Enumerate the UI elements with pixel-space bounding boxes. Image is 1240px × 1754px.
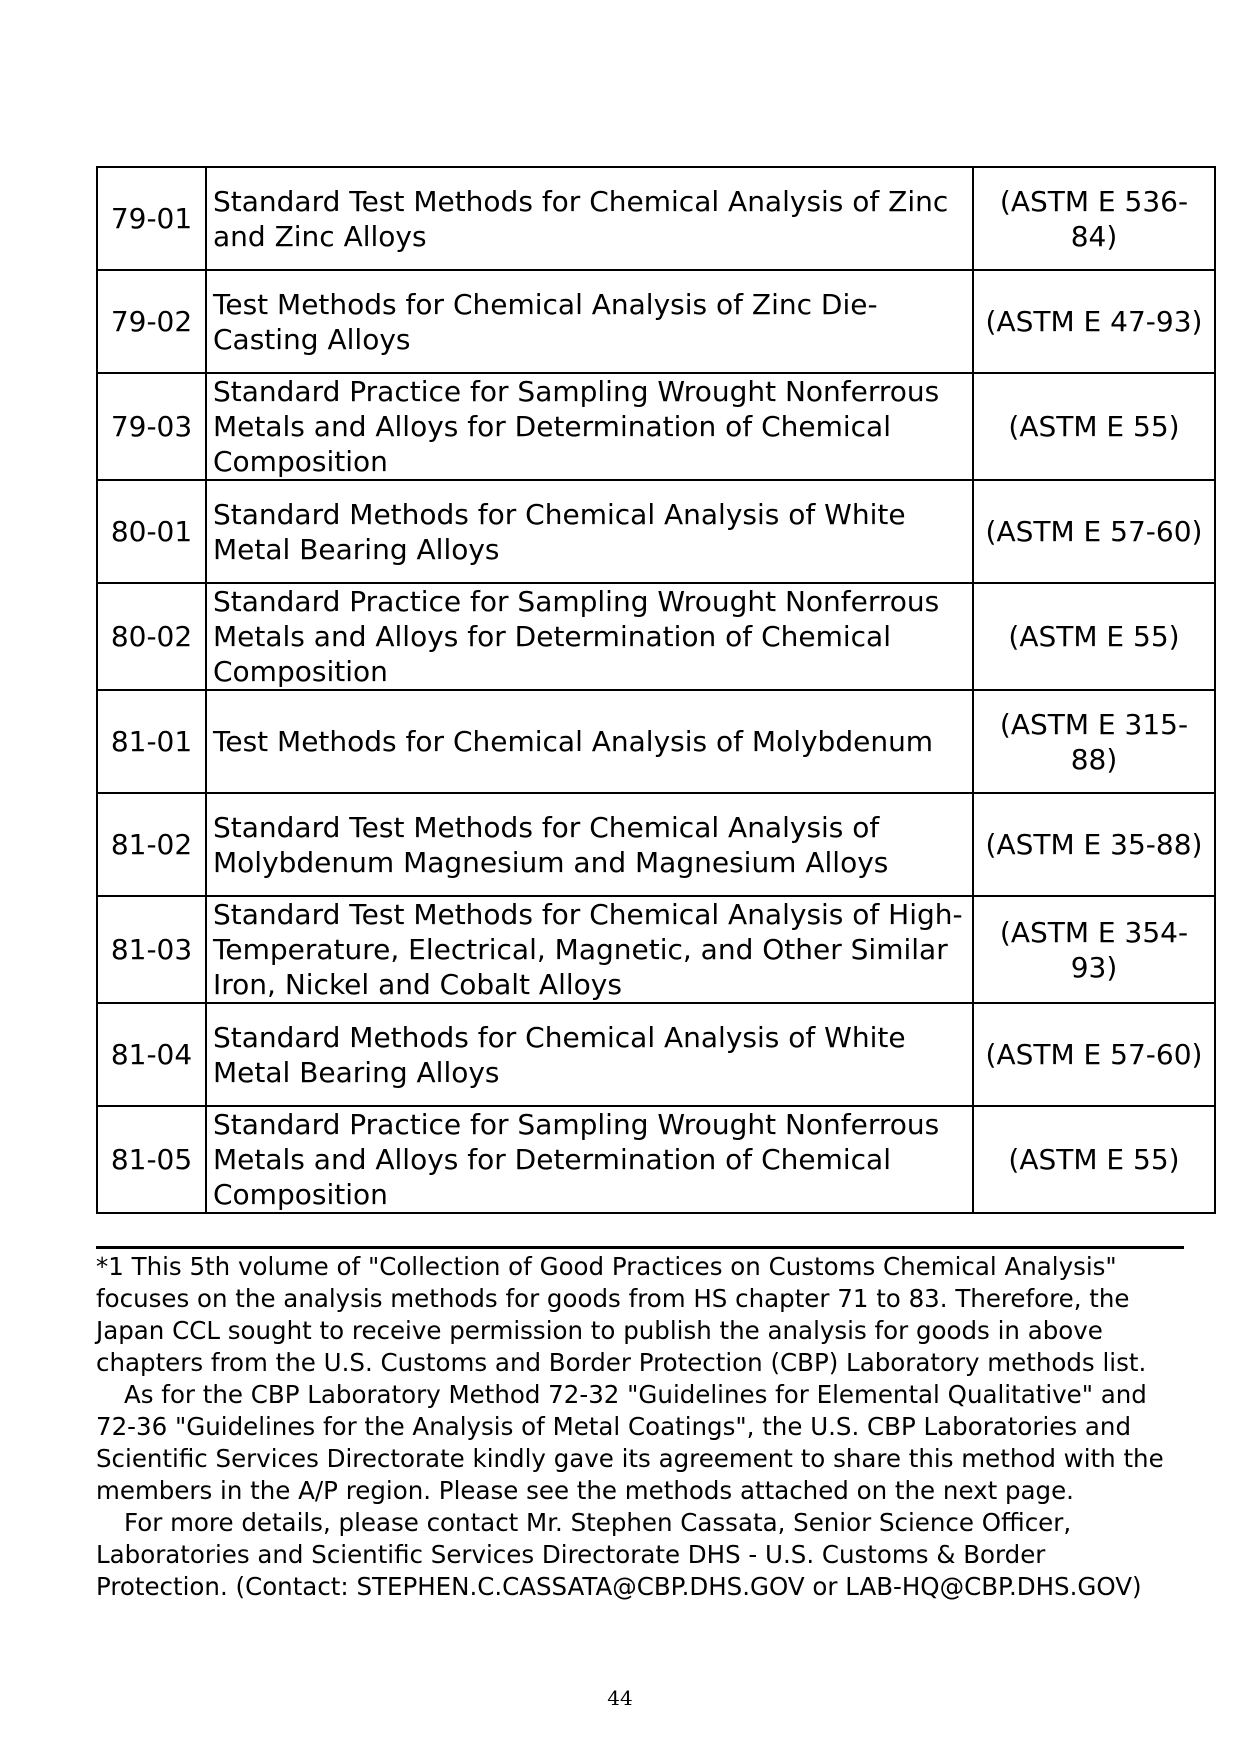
method-title: Test Methods for Chemical Analysis of Zinc Die-Casting Alloys [206,270,973,373]
astm-standard: (ASTM E 35-88) [973,793,1215,896]
table-row [97,270,1215,373]
method-title: Standard Methods for Chemical Analysis of White Metal Bearing Alloys [206,1003,973,1106]
footnote-paragraph: *1 This 5th volume of "Collection of Good Practices on Customs Chemical Analysis" focuses on the analysis methods for goods from HS chapter 71 to 83. Therefore, the Japan CCL sought to receive permission to publish the analysis for goods in above chapters from the U.S. Customs and Border Protection (CBP) Laboratory methods list. [96,1252,1147,1377]
method-number: 80-02 [97,583,206,690]
method-title: Standard Test Methods for Chemical Analysis of Zinc and Zinc Alloys [206,167,973,270]
method-number: 81-04 [97,1003,206,1106]
method-title: Standard Test Methods for Chemical Analysis of High-Temperature, Electrical, Magnetic, and Other Similar Iron, Nickel and Cobalt Alloys [206,896,973,1003]
method-number: 79-03 [97,373,206,480]
method-title: Standard Practice for Sampling Wrought Nonferrous Metals and Alloys for Determination of Chemical Composition [206,373,973,480]
method-title: Test Methods for Chemical Analysis of Molybdenum [206,690,973,793]
astm-standard: (ASTM E 57-60) [973,480,1215,583]
astm-standard: (ASTM E 55) [973,373,1215,480]
astm-standard: (ASTM E 47-93) [973,270,1215,373]
method-number: 79-02 [97,270,206,373]
method-number: 81-01 [97,690,206,793]
astm-standard: (ASTM E 57-60) [973,1003,1215,1106]
table-row [97,1003,1215,1106]
astm-standard: (ASTM E 354-93) [973,896,1215,1003]
method-title: Standard Practice for Sampling Wrought Nonferrous Metals and Alloys for Determination of Chemical Composition [206,1106,973,1213]
table-row [97,690,1215,793]
table-row [97,896,1215,1003]
method-title: Standard Test Methods for Chemical Analysis of Molybdenum Magnesium and Magnesium Alloys [206,793,973,896]
method-number: 80-01 [97,480,206,583]
astm-standard: (ASTM E 55) [973,1106,1215,1213]
astm-standard: (ASTM E 55) [973,583,1215,690]
astm-standard: (ASTM E 315-88) [973,690,1215,793]
method-number: 81-05 [97,1106,206,1213]
table-row [97,167,1215,270]
astm-standard: (ASTM E 536-84) [973,167,1215,270]
method-number: 79-01 [97,167,206,270]
table-row [97,793,1215,896]
method-number: 81-03 [97,896,206,1003]
table-row [97,1106,1215,1213]
method-title: Standard Methods for Chemical Analysis of White Metal Bearing Alloys [206,480,973,583]
footnote-paragraph: As for the CBP Laboratory Method 72-32 "Guidelines for Elemental Qualitative" and 72-36 "Guidelines for the Analysis of Metal Coatings", the U.S. CBP Laboratories and Scientific Services Directorate kindly gave its agreement to share this method with the members in the A/P region. Please see the methods attached on the next page. [96,1380,1164,1505]
table-row [97,373,1215,480]
methods-table [96,166,1216,1214]
method-title: Standard Practice for Sampling Wrought Nonferrous Metals and Alloys for Determination of Chemical Composition [206,583,973,690]
footnote [96,1246,1184,1603]
table-row [97,480,1215,583]
table-row [97,583,1215,690]
method-number: 81-02 [97,793,206,896]
footnote-paragraph: For more details, please contact Mr. Stephen Cassata, Senior Science Officer, Laboratories and Scientific Services Directorate DHS - U.S. Customs & Border Protection. (Contact: STEPHEN.C.CASSATA@CBP.DHS.GOV or LAB-HQ@CBP.DHS.GOV) [96,1508,1142,1601]
page-number: 44 [607,1686,633,1710]
